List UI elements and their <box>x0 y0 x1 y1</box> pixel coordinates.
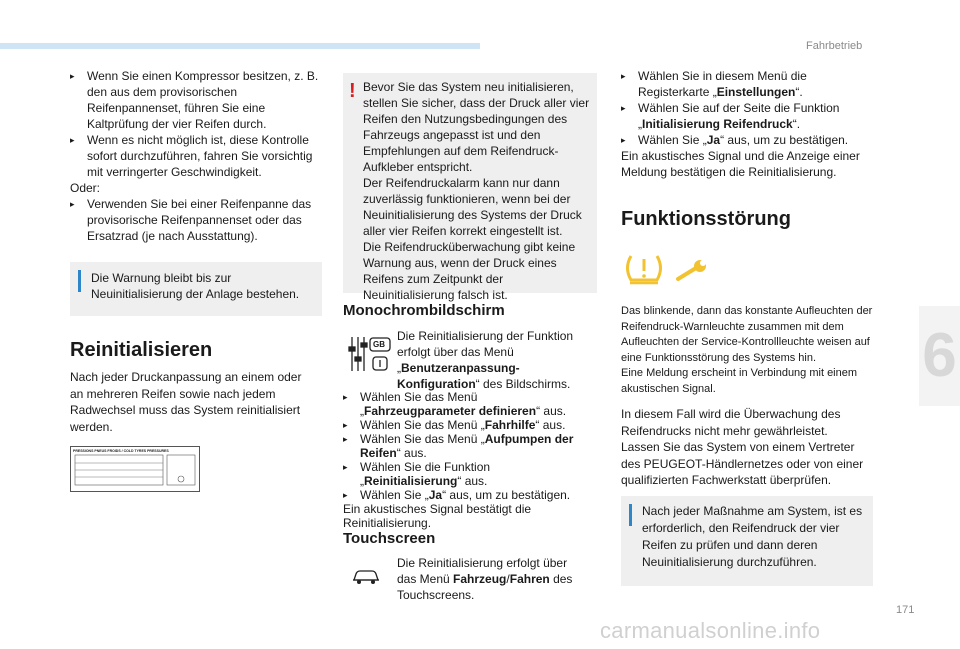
info-box-maintenance <box>621 496 873 586</box>
car-icon <box>351 566 381 586</box>
mono-step: ▸ Wählen Sie die Funktion „Reinitialisierung“ aus. <box>343 460 491 488</box>
fault-p1: Das blinkende, dann das konstante Aufleuchten der Reifendruck-Warnleuchte zusammen mit dem Aufleuchten der Service-Kontrollleuchte weisen auf eine Funktionsstörung des Systems hin. Eine Meldung erscheint in Verbindung mit einem akustischen Signal. <box>621 305 873 395</box>
bullet-marker-icon: ▸ <box>70 199 75 209</box>
fault-p2: In diesem Fall wird die Überwachung des Reifendrucks nicht mehr gewährleistet. Lassen Sie das System von einem Vertreter des PEUGEOT-Händlernetzes oder von einer qualifizierten Fachwerkstatt überprüfen. <box>621 407 864 487</box>
touch-text: Die Reinitialisierung erfolgt über das Menü Fahrzeug/Fahren des Touchscreens. <box>397 556 573 602</box>
page-number: 171 <box>896 604 915 616</box>
warning-exclamation-icon: ! <box>349 80 356 102</box>
bullet-marker-icon: ▸ <box>70 71 75 81</box>
heading-funktionsstoerung: Funktionsstörung <box>621 208 791 230</box>
right-after: Ein akustisches Signal und die Anzeige einer Meldung bestätigen die Reinitialisierung. <box>621 149 860 179</box>
bullet-marker-icon: ▸ <box>343 490 348 500</box>
info-text: Nach jeder Maßnahme am System, ist es erforderlich, den Reifendruck der vier Reifen zu prüfen und dann deren Neuinitialisierung durchzuführen. <box>642 504 863 569</box>
info-text: Die Warnung bleibt bis zur Neuinitialisierung der Anlage bestehen. <box>91 271 300 301</box>
bullet-marker-icon: ▸ <box>621 103 626 113</box>
info-box-warning <box>70 262 322 316</box>
bullet-marker-icon: ▸ <box>343 434 348 444</box>
bullet-marker-icon: ▸ <box>70 135 75 145</box>
mono-end: Ein akustisches Signal bestätigt die Reinitialisierung. <box>343 502 532 530</box>
warning-text: Bevor Sie das System neu initialisieren, stellen Sie sicher, dass der Druck aller vier Reifen den Nutzungsbedingungen des Fahrzeugs angepasst ist und den Empfehlungen auf dem Reifendruck-Aufkleber entspricht. Der Reifendruckalarm kann nur dann zuverlässig funktionieren, wenn bei der Neuinitialisierung des Systems der Druck aller vier Reifen korrekt eingestellt ist. Die Reifendrucküberwachung gibt keine Warnung aus, wenn der Druck eines Reifens zum Zeitpunkt der Neuinitialisierung falsch ist. <box>363 80 590 302</box>
warning-box <box>343 73 597 302</box>
info-icon <box>629 504 632 526</box>
bullet-marker-icon: ▸ <box>343 420 348 430</box>
mono-steps <box>343 390 593 530</box>
left-bullets-1 <box>70 68 322 244</box>
right-step: ▸ Wählen Sie auf der Seite die Funktion „Initialisierung Reifendruck“. <box>621 101 840 131</box>
bullet-marker-icon: ▸ <box>621 135 626 145</box>
heading-reinitialisieren: Reinitialisieren <box>70 339 213 361</box>
chapter-tab <box>919 306 960 406</box>
heading-monochrombildschirm: Monochrombildschirm <box>343 302 505 319</box>
oder-label: Oder: <box>70 181 101 195</box>
gb-label: GB <box>373 340 385 349</box>
tyre-pressure-label-image <box>70 446 200 492</box>
right-step: ▸ Wählen Sie in diesem Menü die Registerkarte „Einstellungen“. <box>621 69 807 99</box>
chapter-number: 6 <box>922 321 957 390</box>
mono-step: ▸ Wählen Sie das Menü „Aufpumpen der Reifen“ aus. <box>343 432 574 460</box>
heading-touchscreen: Touchscreen <box>343 530 436 547</box>
tyre-pressure-warning-icon <box>621 250 667 288</box>
mono-step: ▸ Wählen Sie das Menü „Fahrzeugparameter definieren“ aus. <box>343 390 567 418</box>
info-icon <box>78 270 81 292</box>
right-step: ▸ Wählen Sie „Ja“ aus, um zu bestätigen. <box>621 133 849 147</box>
label-title: PRESSIONS PNEUS FROIDS / COLD TYRES PRESSURES <box>73 449 169 453</box>
right-steps <box>621 68 873 180</box>
bullet-item: ▸ Verwenden Sie bei einer Reifenpanne das provisorische Reifenpannenset oder das Ersatzrad (je nach Ausstattung). <box>70 197 312 243</box>
reinit-body: Nach jeder Druckanpassung an einem oder an mehreren Reifen sowie nach jedem Radwechsel muss das System reinitialisiert werden. <box>70 370 302 434</box>
bullet-marker-icon: ▸ <box>343 392 348 402</box>
bullet-item: ▸ Wenn es nicht möglich ist, diese Kontrolle sofort durchzuführen, fahren Sie vorsichtig mit verringerter Geschwindigkeit. <box>70 133 313 179</box>
header-bar <box>0 43 480 49</box>
monochrome-screen-icon <box>346 333 392 375</box>
bullet-item: ▸ Wenn Sie einen Kompressor besitzen, z. B. den aus dem provisorischen Reifenpannenset, führen Sie eine Kaltprüfung der vier Reifen durch. <box>70 69 319 131</box>
section-name: Fahrbetrieb <box>806 40 863 52</box>
mono-step: ▸ Wählen Sie „Ja“ aus, um zu bestätigen. <box>343 488 571 502</box>
watermark: carmanualsonline.info <box>600 618 821 643</box>
mono-step: ▸ Wählen Sie das Menü „Fahrhilfe“ aus. <box>343 418 566 432</box>
mono-intro: Die Reinitialisierung der Funktion erfolgt über das Menü „Benutzeranpassung-Konfiguration“ des Bildschirms. <box>397 329 574 391</box>
wrench-icon <box>674 258 708 284</box>
bullet-marker-icon: ▸ <box>621 71 626 81</box>
bullet-marker-icon: ▸ <box>343 462 348 472</box>
